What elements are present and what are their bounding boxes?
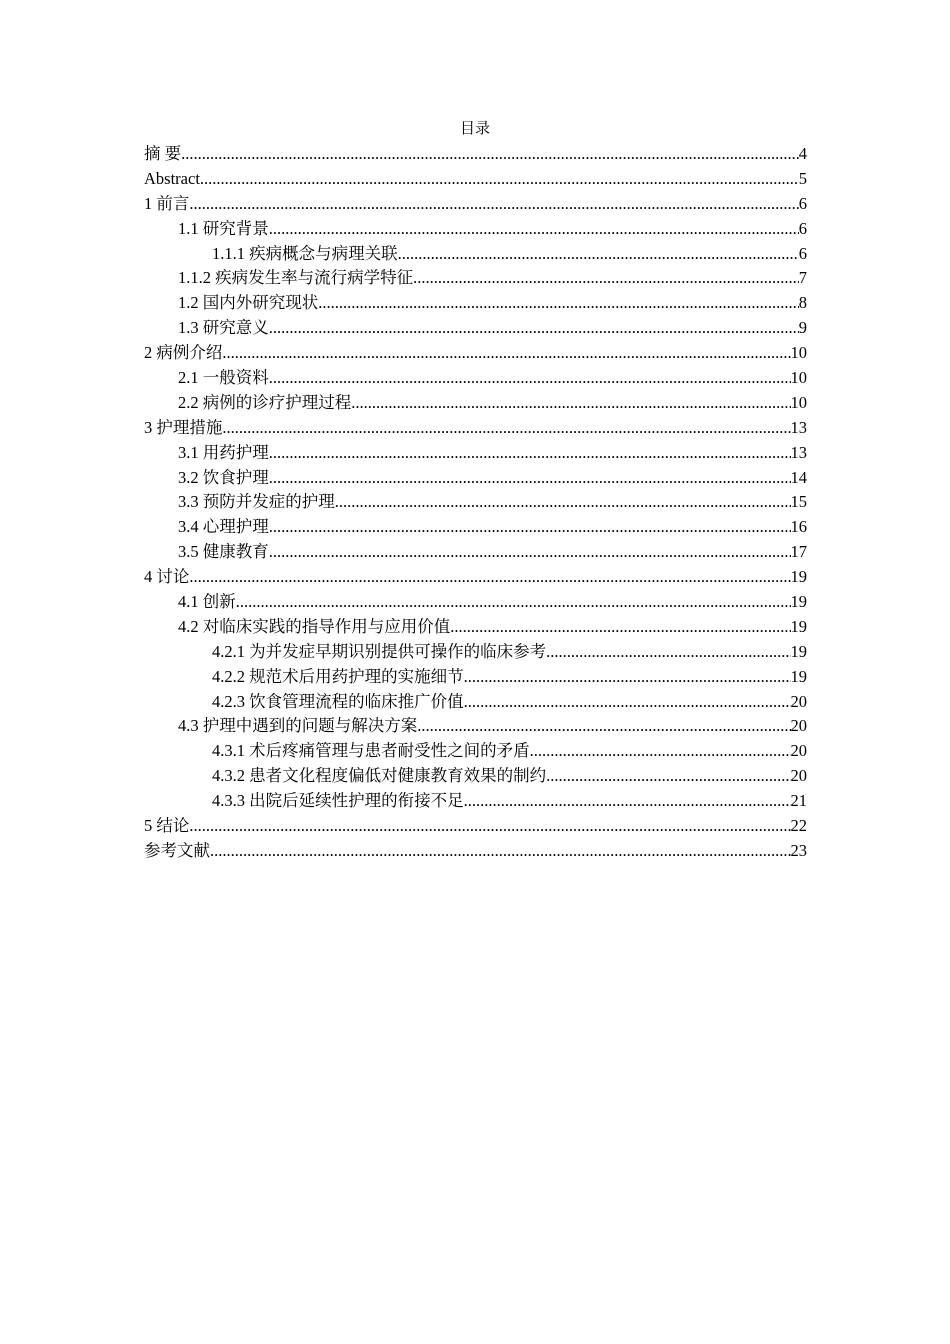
toc-dot-leader <box>222 416 790 441</box>
toc-dot-leader <box>530 739 791 764</box>
toc-entry[interactable] <box>144 839 807 864</box>
toc-entry-label: 1.2 国内外研究现状 <box>178 293 319 313</box>
toc-page-number: 6 <box>798 243 807 263</box>
toc-entry-label: 1.1.2 疾病发生率与流行病学特征 <box>178 268 414 288</box>
toc-entry[interactable] <box>144 167 807 192</box>
toc-dot-leader <box>269 366 791 391</box>
toc-page-number: 20 <box>790 766 807 786</box>
toc-dot-leader <box>450 615 790 640</box>
toc-title: 目录 <box>459 121 490 137</box>
toc-dot-leader <box>236 590 791 615</box>
toc-entry-label: 3.1 用药护理 <box>178 442 269 462</box>
toc-entry-label: 1.3 研究意义 <box>178 318 269 338</box>
toc-entry-label: 4.3.1 术后疼痛管理与患者耐受性之间的矛盾 <box>212 741 530 761</box>
toc-entry[interactable] <box>144 466 807 491</box>
toc-dot-leader <box>181 142 799 167</box>
toc-dot-leader <box>269 466 791 491</box>
toc-entry-label: 2.2 病例的诊疗护理过程 <box>178 392 352 412</box>
toc-entry-label: 4.2 对临床实践的指导作用与应用价值 <box>178 616 451 636</box>
toc-page-number: 19 <box>790 616 807 636</box>
toc-entry-label: 3 护理措施 <box>144 417 223 437</box>
toc-dot-leader <box>335 490 791 515</box>
toc-entry[interactable] <box>144 291 807 316</box>
toc-entry-label: 摘 要 <box>144 144 182 163</box>
toc-entry[interactable] <box>144 316 807 341</box>
toc-entry[interactable] <box>144 192 807 217</box>
toc-entry-label: 4.2.1 为并发症早期识别提供可操作的临床参考 <box>212 641 547 661</box>
toc-dot-leader <box>189 192 798 217</box>
toc-page-number: 13 <box>790 442 807 462</box>
toc-entry[interactable] <box>144 640 807 665</box>
toc-entry-label: 5 结论 <box>144 816 190 836</box>
toc-entry[interactable] <box>144 615 807 640</box>
toc-entry-label: 4.3 护理中遇到的问题与解决方案 <box>178 716 418 736</box>
toc-entry-label: 3.5 健康教育 <box>178 542 269 562</box>
toc-dot-leader <box>189 565 790 590</box>
toc-entry[interactable] <box>144 242 807 267</box>
toc-entry[interactable] <box>144 142 807 167</box>
toc-entry[interactable] <box>144 590 807 615</box>
toc-page-number: 20 <box>790 691 807 711</box>
toc-page-number: 21 <box>790 791 807 811</box>
toc-entry[interactable] <box>144 789 807 814</box>
table-of-contents <box>144 142 807 864</box>
toc-page-number: 20 <box>790 716 807 736</box>
toc-dot-leader <box>269 217 799 242</box>
toc-entry-label: 2 病例介绍 <box>144 343 223 363</box>
toc-dot-leader <box>269 540 791 565</box>
toc-entry-label: 2.1 一般资料 <box>178 368 269 388</box>
toc-dot-leader <box>546 764 790 789</box>
toc-entry[interactable] <box>144 366 807 391</box>
toc-entry-label: 3.3 预防并发症的护理 <box>178 492 335 512</box>
toc-page-number: 19 <box>790 666 807 686</box>
toc-page-number: 17 <box>790 542 807 562</box>
toc-entry[interactable] <box>144 690 807 715</box>
toc-dot-leader <box>546 640 790 665</box>
toc-dot-leader <box>210 839 791 864</box>
toc-entry[interactable] <box>144 665 807 690</box>
toc-dot-leader <box>464 789 791 814</box>
toc-entry-label: 4.3.3 出院后延续性护理的衔接不足 <box>212 791 464 811</box>
toc-page-number: 5 <box>798 168 807 188</box>
toc-dot-leader <box>398 242 799 267</box>
toc-page-number: 23 <box>790 840 807 860</box>
toc-dot-leader <box>318 291 799 316</box>
toc-page-number: 10 <box>790 392 807 412</box>
toc-page-number: 14 <box>790 467 807 487</box>
toc-dot-leader <box>413 266 799 291</box>
toc-page-number: 4 <box>798 144 807 163</box>
toc-page-number: 15 <box>790 492 807 512</box>
toc-page-number: 10 <box>790 343 807 363</box>
toc-page-number: 20 <box>790 741 807 761</box>
toc-dot-leader <box>269 316 799 341</box>
toc-page-number: 10 <box>790 368 807 388</box>
toc-entry[interactable] <box>144 490 807 515</box>
toc-entry-label: Abstract <box>144 168 200 188</box>
toc-page-number: 19 <box>790 641 807 661</box>
toc-page-number: 19 <box>790 567 807 587</box>
toc-entry[interactable] <box>144 441 807 466</box>
toc-entry-label: 1 前言 <box>144 193 190 213</box>
toc-entry[interactable] <box>144 714 807 739</box>
toc-entry[interactable] <box>144 814 807 839</box>
toc-dot-leader <box>464 665 791 690</box>
toc-dot-leader <box>200 167 799 192</box>
toc-page-number: 8 <box>798 293 807 313</box>
toc-entry[interactable] <box>144 540 807 565</box>
toc-entry-label: 3.4 心理护理 <box>178 517 269 537</box>
toc-entry-label: 3.2 饮食护理 <box>178 467 269 487</box>
toc-entry-label: 4 讨论 <box>144 567 190 587</box>
toc-entry[interactable] <box>144 764 807 789</box>
toc-dot-leader <box>222 341 790 366</box>
toc-page-number: 9 <box>798 318 807 338</box>
toc-dot-leader <box>464 690 791 715</box>
toc-entry-label: 1.1.1 疾病概念与病理关联 <box>212 243 398 263</box>
toc-dot-leader <box>269 441 791 466</box>
toc-page-number: 22 <box>790 816 807 836</box>
toc-entry-label: 4.2.3 饮食管理流程的临床推广价值 <box>212 691 464 711</box>
toc-dot-leader <box>351 391 790 416</box>
toc-entry[interactable] <box>144 565 807 590</box>
toc-page-number: 13 <box>790 417 807 437</box>
toc-page-number: 6 <box>798 218 807 238</box>
toc-page-number: 19 <box>790 592 807 612</box>
toc-entry-label: 4.2.2 规范术后用药护理的实施细节 <box>212 666 464 686</box>
toc-entry-label: 4.1 创新 <box>178 592 236 612</box>
toc-entry[interactable] <box>144 391 807 416</box>
toc-page-number: 7 <box>798 268 807 288</box>
toc-entry[interactable] <box>144 416 807 441</box>
toc-entry[interactable] <box>144 341 807 366</box>
toc-dot-leader <box>417 714 790 739</box>
toc-entry[interactable] <box>144 739 807 764</box>
toc-entry-label: 参考文献 <box>144 840 210 860</box>
toc-entry[interactable] <box>144 515 807 540</box>
toc-dot-leader <box>189 814 790 839</box>
toc-entry[interactable] <box>144 217 807 242</box>
toc-page-number: 16 <box>790 517 807 537</box>
toc-entry-label: 1.1 研究背景 <box>178 218 269 238</box>
toc-dot-leader <box>269 515 791 540</box>
toc-page-number: 6 <box>798 193 807 213</box>
toc-entry-label: 4.3.2 患者文化程度偏低对健康教育效果的制约 <box>212 766 547 786</box>
toc-entry[interactable] <box>144 266 807 291</box>
